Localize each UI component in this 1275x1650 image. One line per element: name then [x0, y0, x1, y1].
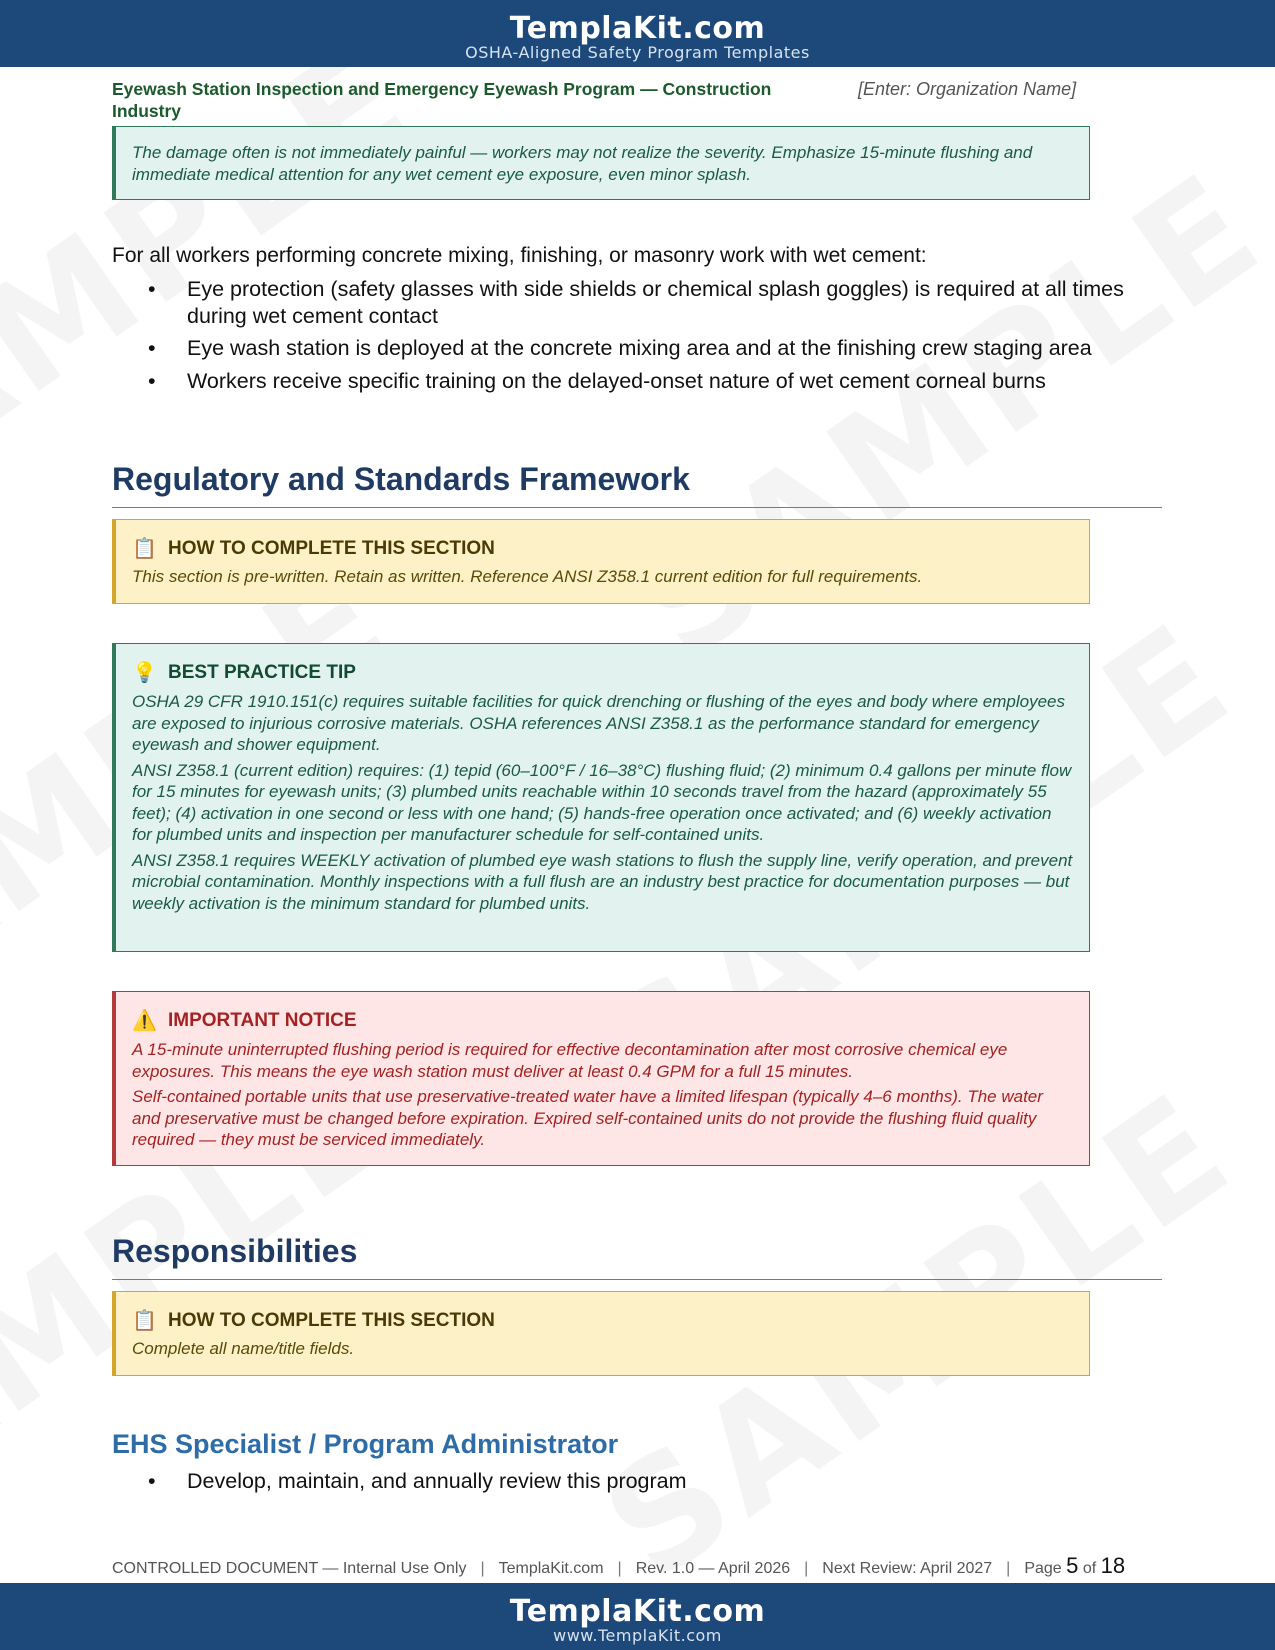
important-notice-callout	[112, 991, 1090, 1166]
controlled-notice: CONTROLLED DOCUMENT — Internal Use Only	[112, 1560, 467, 1577]
section-title-responsibilities: Responsibilities	[112, 1231, 1162, 1280]
top-banner	[0, 0, 1275, 67]
clipboard-icon: 📋	[132, 1310, 157, 1332]
footer-site: TemplaKit.com	[498, 1560, 604, 1577]
how-to-callout	[112, 1291, 1090, 1376]
organization-name-field[interactable]: [Enter: Organization Name]	[858, 79, 1077, 99]
brand-logo: TemplaKit.com	[509, 1594, 766, 1629]
callout-paragraph: Self-contained portable units that use preservative-treated water have a limited lifespan (typically 4–6 months). The water and preservative must be changed before expiration. Expired self-contained units do not provide the flushing fluid quality required — they must be serviced immediately.	[132, 1087, 1043, 1149]
callout-heading	[132, 1008, 1073, 1033]
page-total: 18	[1100, 1553, 1126, 1578]
callout-heading-text: HOW TO COMPLETE THIS SECTION	[168, 1309, 495, 1331]
callout-heading	[132, 1308, 1073, 1333]
separator: |	[1006, 1560, 1011, 1577]
brand-logo: TemplaKit.com	[509, 11, 766, 46]
how-to-callout	[112, 519, 1090, 604]
page-label: Page	[1024, 1560, 1062, 1577]
cement-bullet-list	[112, 276, 1162, 400]
callout-text: This section is pre-written. Retain as written. Reference ANSI Z358.1 current edition for full requirements.	[132, 567, 923, 586]
cement-note-text: The damage often is not immediately painful — workers may not realize the severity. Emphasize 15-minute flushing and immediate medical attention for any wet cement eye exposure, even minor splash.	[132, 143, 1033, 184]
watermark	[605, 140, 1275, 694]
section-title-regulatory: Regulatory and Standards Framework	[112, 459, 1162, 508]
list-item: • Develop, maintain, and annually review this program	[112, 1468, 1162, 1495]
separator: |	[804, 1560, 809, 1577]
page-number	[1024, 1553, 1125, 1579]
bottom-banner	[0, 1583, 1275, 1650]
list-item: • Eye wash station is deployed at the concrete mixing area and at the finishing crew staging area	[112, 335, 1162, 362]
role-bullet-list	[112, 1468, 1162, 1501]
best-practice-callout	[112, 643, 1090, 952]
callout-heading	[132, 660, 1073, 685]
page-of: of	[1082, 1560, 1097, 1577]
site-url[interactable]: www.TemplaKit.com	[553, 1626, 722, 1645]
callout-heading-text: IMPORTANT NOTICE	[168, 1009, 357, 1031]
callout-paragraph: ANSI Z358.1 (current edition) requires: (1) tepid (60–100°F / 16–38°C) flushing fluid; (2) minimum 0.4 gallons per minute flow for 15 minutes for eyewash units; (3) plumbed units reachable within 10 seconds travel from the hazard (approximately 55 feet); (4) activation in one second or less with one hand; (5) hands-free operation once activated; and (6) weekly activation for plumbed units and inspection per manufacturer schedule for self-contained units.	[132, 760, 1072, 844]
cement-note-callout	[112, 126, 1090, 200]
callout-paragraph: ANSI Z358.1 requires WEEKLY activation of plumbed eye wash stations to flush the supply line, verify operation, and prevent microbial contamination. Monthly inspections with a full flush are an industry best practice for documentation purposes — but weekly activation is the minimum standard for plumbed units.	[132, 850, 1073, 913]
list-item: • Eye protection (safety glasses with side shields or chemical splash goggles) is required at all times during wet cement contact	[112, 276, 1162, 329]
separator: |	[480, 1560, 485, 1577]
callout-heading-text: HOW TO COMPLETE THIS SECTION	[168, 537, 495, 559]
callout-heading	[132, 536, 1073, 561]
page-footer	[112, 1553, 1162, 1579]
clipboard-icon: 📋	[132, 538, 157, 560]
role-title: EHS Specialist / Program Administrator	[112, 1429, 619, 1459]
list-item: • Workers receive specific training on the delayed-onset nature of wet cement corneal burns	[112, 368, 1162, 395]
warning-icon: ⚠️	[132, 1010, 157, 1032]
lightbulb-icon: 💡	[132, 662, 157, 684]
next-review: Next Review: April 2027	[822, 1560, 993, 1577]
page-current: 5	[1066, 1553, 1079, 1578]
brand-tagline: OSHA-Aligned Safety Program Templates	[465, 43, 810, 62]
callout-paragraph: A 15-minute uninterrupted flushing period is required for effective decontamination after most corrosive chemical eye exposures. This means the eye wash station must deliver at least 0.4 GPM for a full 15 minutes.	[132, 1040, 1008, 1081]
document-title: Eyewash Station Inspection and Emergency Eyewash Program — Construction Industry	[112, 79, 772, 121]
callout-heading-text: BEST PRACTICE TIP	[168, 661, 356, 683]
callout-paragraph: OSHA 29 CFR 1910.151(c) requires suitable facilities for quick drenching or flushing of the eyes and body where employees are exposed to injurious corrosive materials. OSHA references ANSI Z358.1 as the performance standard for emergency eyewash and shower equipment.	[132, 692, 1065, 754]
intro-text: For all workers performing concrete mixing, finishing, or masonry work with wet cement:	[112, 244, 927, 267]
separator: |	[617, 1560, 622, 1577]
callout-text: Complete all name/title fields.	[132, 1339, 355, 1358]
revision-info: Rev. 1.0 — April 2026	[635, 1560, 791, 1577]
